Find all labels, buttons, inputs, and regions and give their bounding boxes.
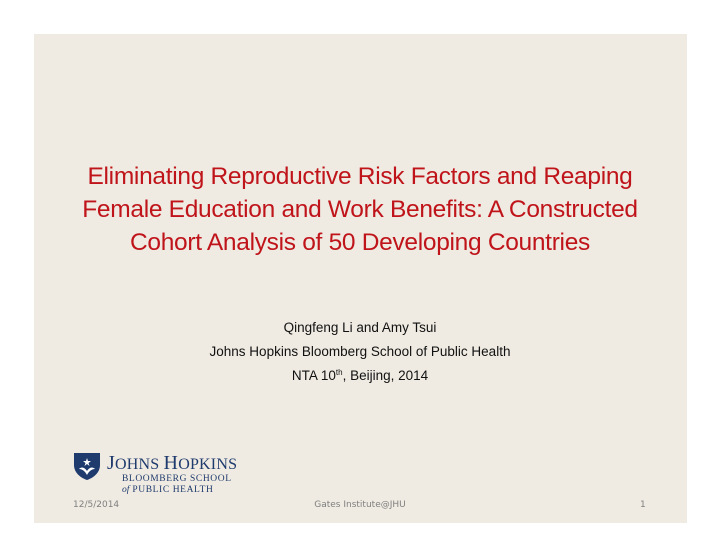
author-names: Qingfeng Li and Amy Tsui <box>283 320 437 335</box>
jhsph-logo <box>72 451 262 497</box>
author-block <box>0 316 720 388</box>
title-line-3: Cohort Analysis of 50 Developing Countries <box>130 229 590 256</box>
logo-ohns: OHNS <box>114 456 164 473</box>
logo-of: of <box>122 484 130 495</box>
shield-icon <box>72 451 102 481</box>
logo-school-line-1: BLOOMBERG SCHOOL <box>122 474 232 484</box>
logo-public-health: PUBLIC HEALTH <box>129 484 214 495</box>
footer-page-number: 1 <box>640 500 646 510</box>
logo-opkins: OPKINS <box>178 456 238 473</box>
event-line <box>0 364 720 388</box>
logo-letter-h: H <box>163 452 179 474</box>
logo-school-name <box>122 474 232 495</box>
event-suffix: , Beijing, 2014 <box>342 368 429 383</box>
logo-school-line-2 <box>122 485 232 496</box>
event-superscript: th <box>335 368 343 377</box>
logo-letter-j: J <box>107 452 115 474</box>
affiliation: Johns Hopkins Bloomberg School of Public Health <box>209 344 511 359</box>
event-prefix: NTA 10 <box>291 368 336 383</box>
logo-wordmark <box>107 452 237 475</box>
title-line-2: Female Education and Work Benefits: A Constructed <box>82 196 638 223</box>
slide-title <box>0 160 720 259</box>
title-line-1: Eliminating Reproductive Risk Factors and Reaping <box>87 163 633 190</box>
footer-center: Gates Institute@JHU <box>314 500 406 510</box>
footer-date: 12/5/2014 <box>73 500 120 510</box>
slide-background <box>34 34 687 523</box>
